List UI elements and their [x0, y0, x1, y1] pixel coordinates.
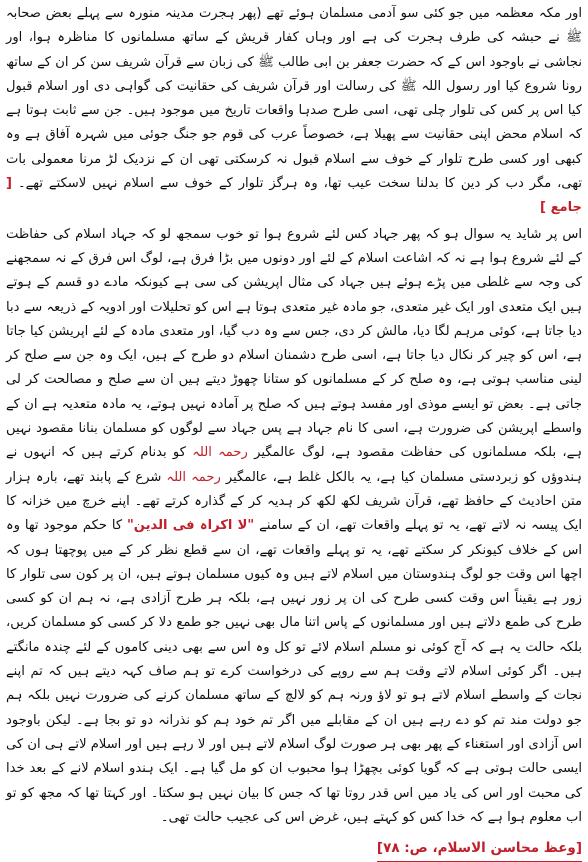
source-tag: [ جامع ] — [6, 176, 582, 216]
honorific-rahmatullah-2: رحمہ اللہ — [166, 469, 221, 485]
paragraph-history-of-islam — [6, 2, 582, 221]
closing-reference-row — [6, 830, 582, 862]
paragraph-2-text-c: شرع کے پابند تھے، بارہ ہزار متن احادیث کے حافظ تھے، قرآن شریف لکھ لکھ کر ہدیہ کر کے گذارہ کرتے تھے۔ اپنے خرچ میں خزانہ کا ایک پیسہ نہ لاتے تھے، یہ تو پہلے واقعات تھے، ان کے سامنے — [6, 469, 582, 534]
paragraph-2-text-d: کا حکم موجود تھا وہ اس کے خلاف کیونکر کر سکتے تھے، یہ تو پہلے واقعات تھے، ان سے قطع نظر کر کے میں پوچھتا ہوں کہ اچھا اس وقت جو لوگ ہندوستان میں اسلام لاتے ہیں وہ کیوں مسلمان ہوتے ہیں، ان پر کون سی تلوار کا زور ہے یقیناً اس وقت کسی طرح کی ان پر زور نہیں ہے، بلکہ ہر طرح آزادی ہے، نہ ہم ان کو کسی طرح کی طمع دلاتے ہیں اور مسلمانوں کے پاس اتنا مال بھی نہیں جو طمع دلا کر کسی کو مسلمان کریں، بلکہ حالت یہ ہے کہ آج کوئی نو مسلم اسلام لائے تو کل وہ اس سے بھی دینی کاموں کے لئے چندہ مانگتے ہیں۔ اگر کوئی اسلام لاتے وقت ہم سے روپے کی درخواست کرے تو ہم صاف کہہ دیتے ہیں کہ تم اپنے نجات کے واسطے اسلام لاتے ہو تو لاؤ ورنہ ہم کو لالچ کے ساتھ مسلمان کرنے کی ضرورت نہیں بلکہ ہم جو دولت مند تم کو دے رہے ہیں ان کے مقابلے میں اگر تم خود ہم کو نذرانہ دو تو بجا ہے۔ لیکن باوجود اس آزادی اور استغناء کے پھر بھی ہر صورت لوگ اسلام لاتے ہیں اور لا رہے ہیں اور اسلام لاتے ہی ان کی ایسی حالت ہوتی ہے کہ گویا کوئی بچھڑا ہوا محبوب ان کو مل گیا ہے۔ ایک ہندو اسلام لانے کے بعد خدا کی محبت اور اس کی یاد میں اس قدر روتا تھا کہ جس کا بیان نہیں ہو سکتا۔ اور کہتا تھا کہ مجھ کو تو اب معلوم ہوا ہے کہ خدا کس کو کہتے ہیں، غرض اس کی عجیب حالت تھی۔ — [6, 518, 582, 825]
paragraph-purpose-of-jihad — [6, 223, 582, 830]
paragraph-2-text-a: اس پر شاید یہ سوال ہو کہ پھر جہاد کس لئے شروع ہوا تو خوب سمجھ لو کہ جہاد اسلام کی حفاظت کے لئے شروع ہوا ہے نہ کہ اشاعت اسلام کے لئے اور دونوں میں بڑا فرق ہے، لوگ اس فرق کے نہ سمجھنے کی وجہ سے غلطی میں پڑے ہوئے ہیں جہاد کی مثال اپریشن کی سی ہے کیونکہ مادے دو قسم کے ہوتے ہیں ایک متعدی اور ایک غیر متعدی، جو مادہ غیر متعدی ہوتا ہے اس کو تحلیلات اور ادویہ کے ذریعہ سے دبا دیا جاتا ہے، کوئی مرہم لگا دیا، مالش کر دی، جس سے وہ دب گیا، اور متعدی مادہ کے لئے اپریشن کیا جاتا ہے، اس کو چیر کر نکال دیا جاتا ہے، اسی طرح دشمنان اسلام دو طرح کے ہیں، ایک وہ جن سے صلح کر لینی مناسب ہوتی ہے، وہ صلح کر کے مسلمانوں کو ستانا چھوڑ دیتے ہیں ان سے صلح و مصالحت کر لی جاتی ہے۔ بعض تو ایسے موذی اور مفسد ہوتے ہیں کہ صلح پر آمادہ نہیں ہوتے، یہ مادہ متعدیہ ہے ان کے واسطے اپریشن کی ضرورت ہے، اسی کا نام جہاد ہے پس جہاد سے لوگوں کو مسلمان بنانا مقصود نہیں ہے، بلکہ مسلمانوں کی حفاظت مقصود ہے، لوگ عالمگیر — [6, 226, 582, 461]
closing-reference: [وعظ محاسن الاسلام، ص: ۷۸] — [377, 836, 582, 862]
honorific-rahmatullah-1: رحمہ اللہ — [192, 445, 248, 461]
quranic-phrase: "لا اکراہ فی الدین" — [126, 518, 255, 534]
paragraph-2-text-b: کو بدنام کرتے ہیں کہ انہوں نے ہندوؤں کو زبردستی مسلمان کیا ہے، یہ بالکل غلط ہے، عالمگیر — [6, 445, 582, 485]
paragraph-1-text: اور مکہ معظمہ میں جو کئی سو آدمی مسلمان ہوئے تھے (پھر ہجرت مدینہ منورہ سے پہلے بعض صحابہ ﷺ نے حبشہ کی طرف ہجرت کی ہے اور وہاں کفار قریش کے ساتھ مسلمانوں کا مناظرہ ہوا، اور نجاشی نے باوجود اس کے کہ حضرت جعفر بن ابی طالب ﷺ کی زبان سے قرآن شریف سن کر ان کے ساتھ رونا شروع کیا اور رسول اللہ ﷺ کی رسالت اور قرآن شریف کی حقانیت کی گواہی دی اور اسلام قبول کیا اس پر کس کی تلوار چلی تھی، اسی طرح صدہا واقعات تاریخ میں موجود ہیں۔ جن سے ثابت ہوتا ہے کہ اسلام محض اپنی حقانیت سے پھیلا ہے، خصوصاً عرب کی قوم جو جنگ جوئی میں شہرہ آفاق ہے وہ کبھی اور کسی طرح تلوار کے خوف سے اسلام قبول نہ کرسکتی تھی ان کے نزدیک لڑ مرنا معمولی بات تھی، مگر دب کر دین کا بدلنا سخت عیب تھا، وہ ہرگز تلوار کے خوف سے اسلام نہیں لاسکتے تھے۔ — [6, 6, 582, 192]
urdu-text-page — [6, 2, 582, 857]
